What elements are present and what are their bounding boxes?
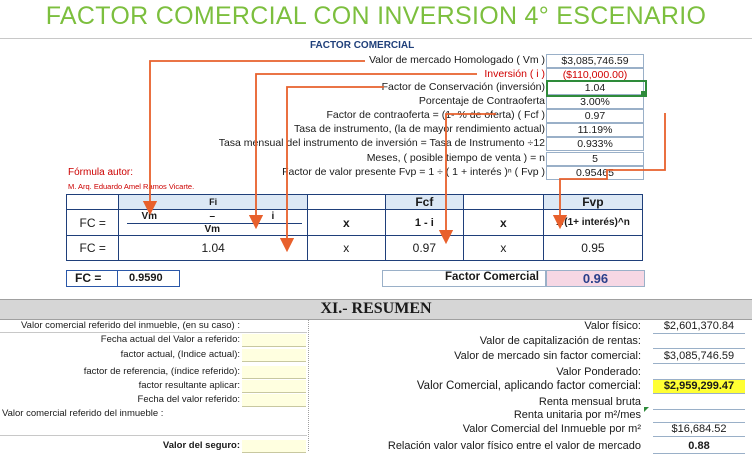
section-header: FACTOR COMERCIAL [310,40,415,51]
resumen-left-cell[interactable] [242,366,306,379]
param-label: Porcentaje de Contraoferta [418,95,545,107]
fvp-value: 0.95 [543,236,642,261]
author-name: M. Arq. Eduardo Amel Ramos Vicarte. [68,182,195,191]
arrow-conservacion [287,87,384,245]
fc-result-value: 0.9590 [129,272,163,284]
resumen-left-cell[interactable] [0,319,307,333]
resumen-left-cell[interactable] [0,421,307,436]
resumen-left-label: Fecha actual del Valor a referido: [100,334,240,345]
param-label: Tasa mensual del instrumento de inversión = Tasa de Instrumento ÷12 [218,137,545,149]
resumen-right-value[interactable] [653,409,745,423]
author-label: Fórmula autor: [68,167,134,178]
fi-i: i [271,211,275,222]
times-1: x [307,210,385,236]
fi-vm: Vm [141,211,157,222]
resumen-right-value[interactable]: $2,959,299.47 [653,380,745,394]
param-label: Factor de valor presente Fvp = 1 ÷ ( 1 + interés )ⁿ ( Fvp ) [282,166,545,178]
param-label: Factor de Conservación (inversión) [381,81,545,93]
fi-value: 1.04 [119,236,307,261]
param-label: Factor de contraoferta = (1- % de oferta) ( Fcf ) [326,109,545,121]
times-3: x [307,236,385,261]
resumen-right-value[interactable] [653,396,745,410]
resumen-right-value[interactable] [653,335,745,349]
resumen-right-label: Valor Ponderado: [556,366,641,378]
param-value[interactable]: 5 [546,152,644,166]
resumen-title: XI.- RESUMEN [320,300,432,317]
param-value[interactable]: ($110,000.00) [546,68,644,82]
resumen-right-value[interactable]: $3,085,746.59 [653,350,745,364]
resumen-right-label: Valor Comercial, aplicando factor comercial: [416,380,641,392]
resumen-right-label: Relación valor valor físico entre el valor de mercado [387,440,641,452]
fvp-head: Fvp [543,195,642,210]
resumen-left-label: factor resultante aplicar: [138,380,240,391]
times-2: x [463,210,543,236]
resumen-right-label: Valor de capitalización de rentas: [479,335,641,347]
resumen-left-label: Valor comercial referido del inmueble, (en su caso) : [21,320,240,331]
fi-vm-den: Vm [204,224,220,235]
factor-comercial-label: Factor Comercial [445,271,539,283]
resumen-right-value[interactable]: 0.88 [653,440,745,454]
resumen-right-label: Valor Comercial del Inmueble por m² [462,423,641,435]
resumen-right-label: Valor de mercado sin factor comercial: [454,350,641,362]
arrow-fvp [560,113,665,222]
resumen-right-value[interactable]: $2,601,370.84 [653,320,745,334]
resumen-left-cell[interactable] [242,334,306,347]
resumen-left-cell[interactable] [242,394,306,407]
arrow-contraoferta [446,114,496,237]
resumen-divider [308,319,309,451]
param-value[interactable]: 3.00% [546,95,644,109]
resumen-left-cell[interactable] [242,349,306,362]
factor-comercial-value: 0.96 [546,270,645,287]
resumen-left-cell[interactable] [242,440,306,453]
times-4: x [463,236,543,261]
fcf-head: Fcf [385,195,463,210]
fvp-formula: 1/(1+ interés)^n [543,210,642,236]
page-title: FACTOR COMERCIAL CON INVERSION 4° ESCENARIO [45,2,707,30]
param-label: Tasa de instrumento, (la de mayor rendimiento actual) [294,123,545,135]
resumen-right-value[interactable] [653,366,745,380]
arrow-i [256,74,477,222]
fc-label-1: FC = [67,210,119,236]
fcf-value: 0.97 [385,236,463,261]
resumen-left-cell[interactable] [242,380,306,393]
fc-label-2: FC = [67,236,119,261]
resumen-left-label: Fecha del valor referido: [137,394,240,405]
fc-result-label: FC = [75,271,102,285]
fi-head: Fi [119,195,307,210]
param-label: Meses, ( posible tiempo de venta ) = n [366,152,545,164]
param-value[interactable]: 0.97 [546,109,644,123]
resumen-right-label: Renta unitaria por m²/mes [513,409,641,421]
fi-minus: – [209,211,215,222]
param-label: Valor de mercado Homologado ( Vm ) [368,54,545,66]
resumen-right-label: Renta mensual bruta [538,396,641,408]
resumen-left-label: Valor comercial referido del inmueble : [2,408,164,419]
resumen-right-value[interactable]: $16,684.52 [653,423,745,437]
param-label: Inversión ( i ) [484,68,545,80]
param-value[interactable]: 1.04 [546,81,644,95]
resumen-right-label: Valor físico: [584,320,641,332]
param-value[interactable]: 11.19% [546,123,644,137]
arrow-vm [150,61,365,208]
resumen-left-label: Valor del seguro: [162,440,240,451]
comment-indicator [644,407,649,412]
param-value[interactable]: $3,085,746.59 [546,54,644,68]
resumen-left-label: factor de referencia, (índice referido): [83,366,240,377]
param-value[interactable]: 0.95465 [546,166,644,180]
resumen-left-label: factor actual, (Indice actual): [120,349,240,360]
param-value[interactable]: 0.933% [546,137,644,151]
fcf-formula: 1 - i [385,210,463,236]
